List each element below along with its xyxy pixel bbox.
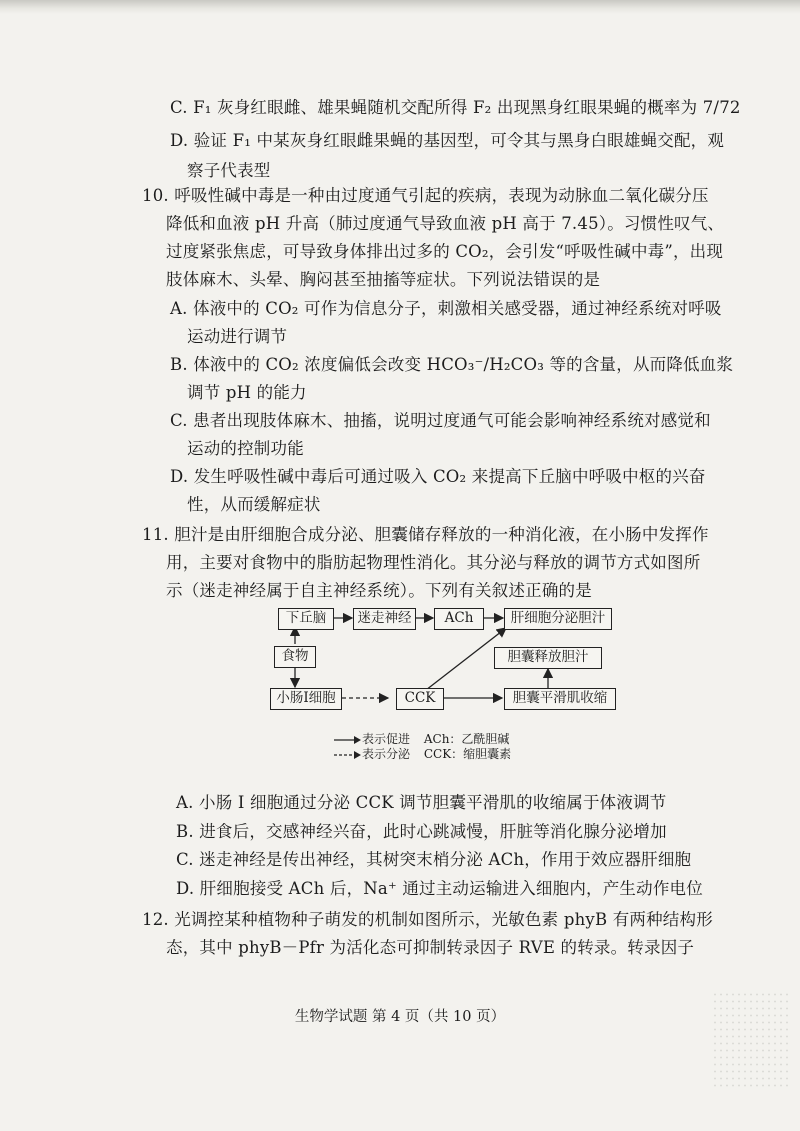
q12-stem-line: 12. 光调控某种植物种子萌发的机制如图所示，光敏色素 phyB 有两种结构形 — [142, 910, 713, 929]
q10-stem-line: 降低和血液 pH 升高（肺过度通气导致血液 pH 高于 7.45）。习惯性叹气、 — [166, 214, 725, 233]
node-small-intestine-i-cell: 小肠I细胞 — [270, 688, 342, 710]
q11-option-c: C. 迷走神经是传出神经，其树突末梢分泌 ACh，作用于效应器肝细胞 — [176, 850, 692, 869]
node-liver-secretes-bile: 肝细胞分泌胆汁 — [504, 608, 612, 630]
q11-option-a: A. 小肠 I 细胞通过分泌 CCK 调节胆囊平滑肌的收缩属于体液调节 — [176, 793, 667, 812]
q10-option-a-cont: 运动进行调节 — [187, 327, 288, 346]
q9-option-d-line1: D. 验证 F₁ 中某灰身红眼雌果蝇的基因型，可令其与黑身白眼雄蝇交配，观 — [170, 131, 725, 150]
dashed-arrow-icon — [334, 750, 362, 760]
q9-option-d-line2: 察子代表型 — [187, 161, 271, 180]
node-gallbladder-smooth-muscle-contraction: 胆囊平滑肌收缩 — [504, 688, 616, 710]
legend-row-2 — [334, 747, 511, 762]
legend-promote: 表示促进 — [362, 732, 411, 746]
q10-option-c: C. 患者出现肢体麻木、抽搐，说明过度通气可能会影响神经系统对感觉和 — [170, 411, 711, 430]
q10-option-a: A. 体液中的 CO₂ 可作为信息分子，刺激相关感受器，通过神经系统对呼吸 — [170, 299, 722, 318]
bile-regulation-diagram — [258, 596, 630, 726]
scan-noise — [712, 991, 792, 1091]
node-vagus-nerve: 迷走神经 — [353, 608, 416, 630]
q10-stem-line: 过度紧张焦虑，可导致身体排出过多的 CO₂，会引发“呼吸性碱中毒”，出现 — [166, 242, 724, 261]
legend-ach-def: ACh：乙酰胆碱 — [423, 732, 510, 746]
node-hypothalamus: 下丘脑 — [278, 608, 334, 630]
q11-stem-line: 11. 胆汁是由肝细胞合成分泌、胆囊储存释放的一种消化液，在小肠中发挥作 — [142, 525, 709, 544]
q10-option-c-cont: 运动的控制功能 — [187, 439, 304, 458]
q11-stem-line: 示（迷走神经属于自主神经系统）。下列有关叙述正确的是 — [166, 581, 592, 600]
legend-cck-def: CCK：缩胆囊素 — [423, 747, 512, 761]
q10-stem-line: 肢体麻木、头晕、胸闷甚至抽搐等症状。下列说法错误的是 — [166, 270, 601, 289]
q10-stem-line: 10. 呼吸性碱中毒是一种由过度通气引起的疾病，表现为动脉血二氧化碳分压 — [142, 186, 709, 205]
page-footer: 生物学试题 第 4 页（共 10 页） — [294, 1009, 506, 1025]
q9-option-c: C. F₁ 灰身红眼雌、雄果蝇随机交配所得 F₂ 出现黑身红眼果蝇的概率为 7/72 — [170, 98, 741, 117]
q10-option-d-cont: 性，从而缓解症状 — [187, 495, 321, 514]
q11-option-d: D. 肝细胞接受 ACh 后，Na⁺ 通过主动运输进入细胞内，产生动作电位 — [176, 879, 703, 898]
q10-option-d: D. 发生呼吸性碱中毒后可通过吸入 CO₂ 来提高下丘脑中呼吸中枢的兴奋 — [170, 467, 706, 486]
node-gallbladder-releases-bile: 胆囊释放胆汁 — [494, 647, 602, 669]
q10-option-b-cont: 调节 pH 的能力 — [187, 383, 307, 402]
legend-row-1 — [334, 732, 509, 747]
node-cck: CCK — [396, 688, 444, 710]
solid-arrow-icon — [334, 735, 362, 745]
q10-option-b: B. 体液中的 CO₂ 浓度偏低会改变 HCO₃⁻/H₂CO₃ 等的含量，从而降低血浆 — [170, 355, 734, 374]
q11-option-b: B. 进食后，交感神经兴奋，此时心跳减慢，肝脏等消化腺分泌增加 — [176, 822, 667, 841]
scan-edge — [0, 0, 800, 14]
node-food: 食物 — [274, 646, 316, 668]
q11-stem-line: 用，主要对食物中的脂肪起物理性消化。其分泌与释放的调节方式如图所 — [166, 553, 701, 572]
node-ach: ACh — [434, 608, 484, 630]
legend-secrete: 表示分泌 — [362, 747, 411, 761]
q12-stem-line: 态，其中 phyB－Pfr 为活化态可抑制转录因子 RVE 的转录。转录因子 — [166, 938, 695, 957]
